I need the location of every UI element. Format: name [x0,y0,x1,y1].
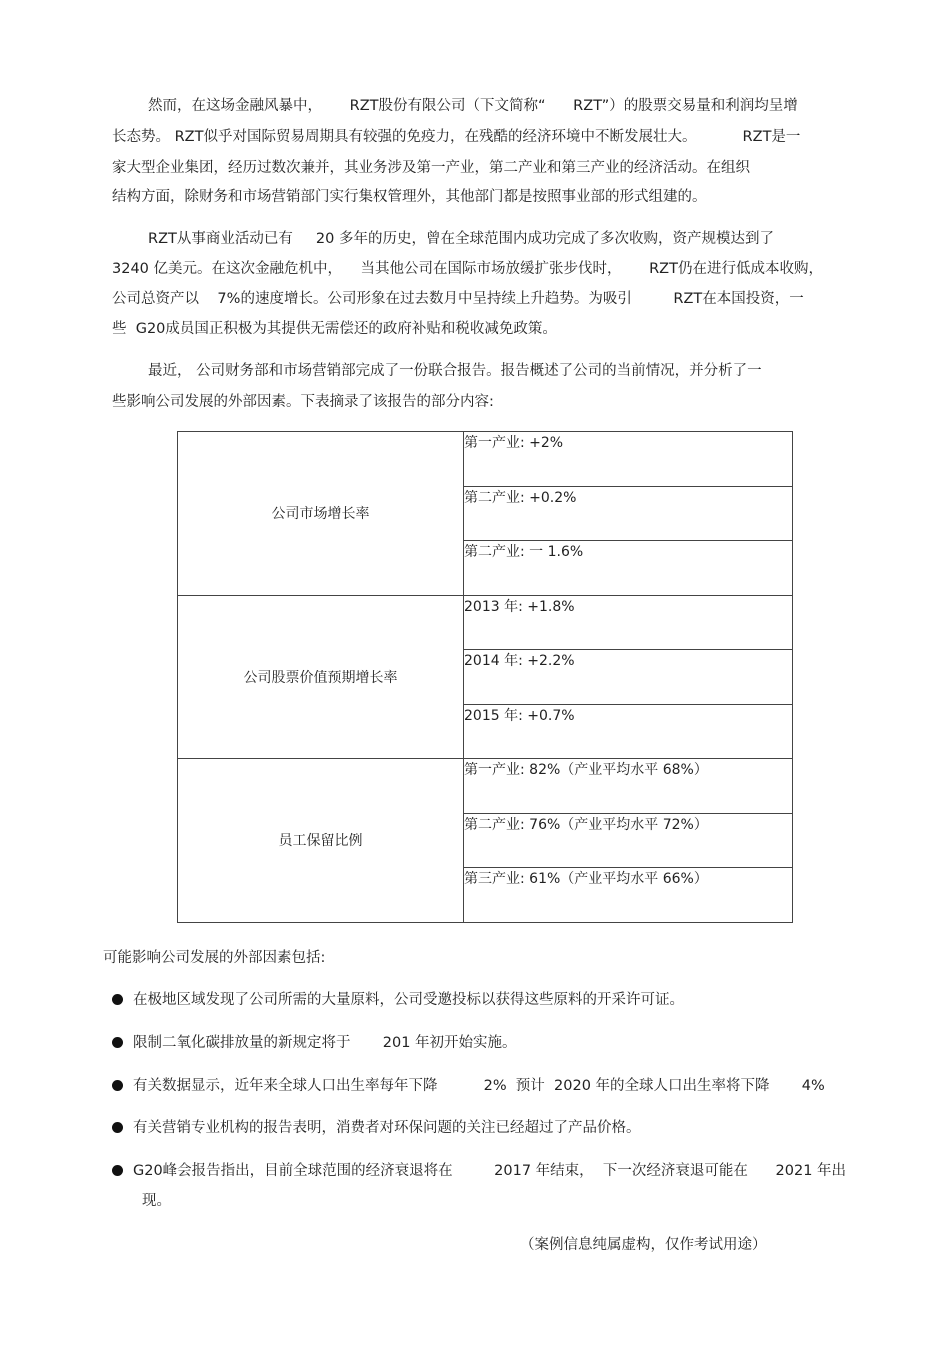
paragraph-1-line-1: 然而，在这场金融风暴中， RZT股份有限公司（下文简称“ RZT”）的股票交易量和利润均呈增 [148,98,798,114]
category-staff-retention: 员工保留比例 [178,759,464,923]
table-cell: 2015 年: +0.7% [464,704,793,759]
factors-intro: 可能影响公司发展的外部因素包括: [103,950,326,966]
bullet-text: 有关营销专业机构的报告表明，消费者对环保问题的关注已经超过了产品价格。 [133,1120,641,1136]
bullet-dot-icon [112,1165,123,1176]
table-cell: 第二产业: 76%（产业平均水平 72%） [464,813,793,868]
bullet-text: 限制二氧化碳排放量的新规定将于 201 年初开始实施。 [133,1035,517,1051]
paragraph-2-line-3: 公司总资产以 7%的速度增长。公司形象在过去数月中呈持续上升趋势。为吸引 RZT在本国投资，一 [112,291,804,307]
category-market-growth: 公司市场增长率 [178,432,464,596]
report-table [177,431,793,923]
footer-note: （案例信息纯属虚构，仅作考试用途） [520,1237,767,1253]
table-cell: 2014 年: +2.2% [464,650,793,705]
list-item [112,1161,847,1213]
category-stock-growth: 公司股票价值预期增长率 [178,595,464,759]
paragraph-1-line-3: 家大型企业集团，经历过数次兼并，其业务涉及第一产业，第二产业和第三产业的经济活动。在组织 [112,160,750,176]
table-cell: 第二产业: 一 1.6% [464,541,793,596]
paragraph-1-line-2: 长态势。 RZT似乎对国际贸易周期具有较强的免疫力，在残酷的经济环境中不断发展壮大。 RZT是一 [112,129,801,145]
table-row [178,432,793,487]
bullet-continuation: 现。 [142,1193,171,1209]
table-cell: 2013 年: +1.8% [464,595,793,650]
table-cell: 第一产业: 82%（产业平均水平 68%） [464,759,793,814]
paragraph-1-line-4: 结构方面，除财务和市场营销部门实行集权管理外，其他部门都是按照事业部的形式组建的。 [112,189,707,205]
table-row [178,595,793,650]
paragraph-3-line-1: 最近， 公司财务部和市场营销部完成了一份联合报告。报告概述了公司的当前情况，并分析了一 [148,363,762,379]
paragraph-2-line-4: 些 G20成员国正积极为其提供无需偿还的政府补贴和税收减免政策。 [112,321,557,337]
bullet-dot-icon [112,1037,123,1048]
bullet-dot-icon [112,994,123,1005]
table-cell: 第三产业: 61%（产业平均水平 66%） [464,868,793,923]
bullet-dot-icon [112,1080,123,1091]
bullet-dot-icon [112,1122,123,1133]
table-row [178,759,793,814]
table-cell: 第二产业: +0.2% [464,486,793,541]
bullet-text: G20峰会报告指出，目前全球范围的经济衰退将在 2017 年结束， 下一次经济衰退可能在 2021 年出 [133,1163,847,1179]
paragraph-2-line-2: 3240 亿美元。在这次金融危机中， 当其他公司在国际市场放缓扩张步伐时， RZT仍在进行低成本收购， [112,261,823,277]
paragraph-3-line-2: 些影响公司发展的外部因素。下表摘录了该报告的部分内容: [112,394,494,410]
paragraph-2-line-1: RZT从事商业活动已有 20 多年的历史，曾在全球范围内成功完成了多次收购，资产规模达到了 [148,231,774,247]
bullet-text: 在极地区域发现了公司所需的大量原料，公司受邀投标以获得这些原料的开采许可证。 [133,992,684,1008]
table-cell: 第一产业: +2% [464,432,793,487]
bullet-text: 有关数据显示，近年来全球人口出生率每年下降 2% 预计 2020 年的全球人口出生率将下降 4% [133,1078,825,1094]
